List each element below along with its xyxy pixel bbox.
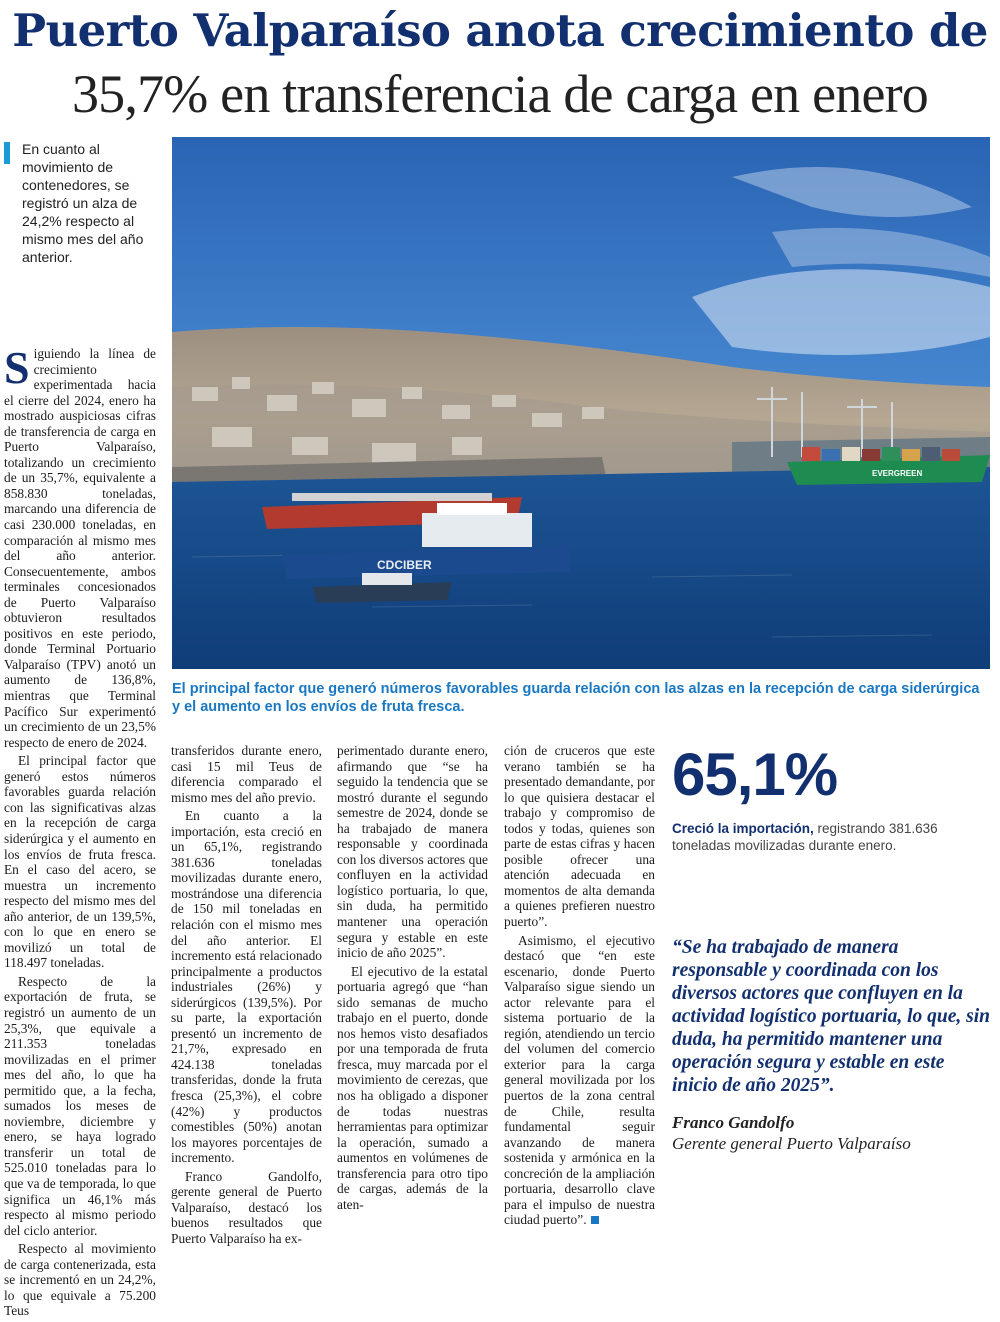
- harbor-photo: [172, 137, 990, 669]
- article-paragraph: Respecto de la exportación de fruta, se registró un aumento de un 25,3%, que equivale a 211.353 toneladas movilizadas en el primer mes del año, lo que ha permitido que, a la fecha, sumados los meses de noviembre, diciembre y enero, se haya logrado transferir un total de 525.010 toneladas para lo que va de temporada, lo que significa un 46,1% más respecto al mismo periodo del ciclo anterior.: [4, 973, 156, 1238]
- container-ship-label: EVERGREEN: [872, 469, 923, 478]
- article-paragraph: Respecto al movimiento de carga contenerizada, esta se incrementó en un 24,2%, lo que equivale a 75.200 Teus: [4, 1241, 156, 1319]
- article-paragraph: Siguiendo la línea de crecimiento experimentada hacia el cierre del 2024, enero ha mostrado auspiciosas cifras de transferencia de carga en Puerto Valparaíso, totalizando un crecimiento de un 35,7%, equivalente a 858.830 toneladas, marcando una diferencia de casi 230.000 toneladas, en comparación al mismo mes del año anterior. Consecuentemente, ambos terminales concesionados de Puerto Valparaíso obtuvieron resultados positivos en este periodo, donde Terminal Portuario Valparaíso (TPV) anotó un aumento de 136,8%, mientras que Terminal Pacífico Sur experimentó un crecimiento de un 23,5% respecto de enero de 2024.: [4, 342, 156, 750]
- stat-number: 65,1%: [672, 741, 838, 808]
- article-column-4: [504, 743, 655, 1231]
- end-mark-icon: [591, 1216, 599, 1224]
- headline-line-2: 35,7% en transferencia de carga en enero: [71, 64, 929, 124]
- summary-accent-bar: [4, 142, 10, 164]
- article-column-3: [337, 743, 488, 1215]
- article-column-1: [4, 342, 156, 1322]
- article-paragraph: En cuanto a la importación, esta creció en un 65,1%, registrando 381.636 toneladas movilizadas durante enero, mostrándose una diferencia de 150 mil toneladas en relación con el mismo mes del año anterior. El incremento está relacionado principalmente a productos industriales (26%) y siderúrgicos (139,5%). Por su parte, la exportación presentó un incremento de 21,7%, expresado en 424.138 toneladas transferidas, donde la fruta fresca (25,3%), el cobre (42%) y productos comestibles (50%) anotan los mayores porcentajes de incremento.: [171, 808, 322, 1166]
- quote-author: Franco Gandolfo: [672, 1113, 795, 1132]
- dropcap: S: [4, 342, 30, 393]
- article-paragraph: Franco Gandolfo, gerente general de Puerto Valparaíso, destacó los buenos resultados que Puerto Valparaíso ha ex-: [171, 1168, 322, 1246]
- article-paragraph: El ejecutivo de la estatal portuaria agregó que “han sido semanas de mucho trabajo en el puerto, donde nos hemos visto desafiados por una temporada de fruta fresca, muy marcada por el movimiento de cerezas, que nos ha obligado a disponer de todas nuestras herramientas para optimizar la operación, sumado a aumentos en volúmenes de transferencia para otro tipo de cargas, además de la aten-: [337, 963, 488, 1212]
- quote-author-role: Gerente general Puerto Valparaíso: [672, 1134, 911, 1153]
- summary-text: En cuanto al movimiento de contenedores, se registró un alza de 24,2% respecto al mismo mes del año anterior.: [22, 141, 144, 265]
- article-paragraph: ción de cruceros que este verano también se ha presentado demandante, por lo que quisiera destacar el trabajo y compromiso de todos y todas, quienes son parte de estas cifras y hacen posible ofrecer una atención adecuada en momentos de alta demanda a quienes prefieren nuestro puerto”.: [504, 743, 655, 930]
- stat-description: Creció la importación, registrando 381.636 toneladas movilizadas durante enero.: [672, 821, 938, 853]
- summary-box: [4, 140, 164, 266]
- article-paragraph: El principal factor que generó estos números favorables guarda relación con las significativas alzas en la recepción de carga siderúrgica y el aumento en los envíos de fruta fresca. En el caso del acero, se muestra un incremento respecto del mismo mes del año anterior, de un 139,5%, con lo que en enero se movilizó un total de 118.497 toneladas.: [4, 753, 156, 971]
- article-paragraph: transferidos durante enero, casi 15 mil Teus de diferencia comparado el mismo mes del año previo.: [171, 743, 322, 805]
- headline-line-1: Puerto Valparaíso anota crecimiento de: [12, 4, 988, 57]
- article-paragraph: Asimismo, el ejecutivo destacó que “en este escenario, donde Puerto Valparaíso sigue siendo un actor relevante para el sistema portuario de la región, atendiendo un tercio del volumen del comercio exterior para la carga general movilizada por los puertos de la zona central de Chile, resulta fundamental seguir avanzando de manera sostenida y armónica en la concreción de la ampliación portuaria, desarrollo clave para el impulso de nuestra ciudad puerto”.: [504, 932, 655, 1228]
- pull-quote: “Se ha trabajado de manera responsable y coordinada con los diversos actores que confluyen en la actividad logístico portuaria, lo que, sin duda, ha permitido mantener una operación segura y estable en este inicio de año 2025”.: [672, 937, 990, 1096]
- article-paragraph: perimentado durante enero, afirmando que “se ha seguido la tendencia que se mostró durante el segundo semestre de 2024, donde se ha trabajado de manera responsable y coordinada con los diversos actores que confluyen en la actividad logístico portuaria, lo que, sin duda, ha permitido mantener una operación segura y estable en este inicio de año 2025”.: [337, 743, 488, 961]
- photo-caption: El principal factor que generó números favorables guarda relación con las alzas en la recepción de carga siderúrgica y el aumento en los envíos de fruta fresca.: [172, 681, 980, 715]
- article-column-2: [171, 743, 322, 1250]
- ship-hull-label: CDCIBER: [377, 558, 432, 572]
